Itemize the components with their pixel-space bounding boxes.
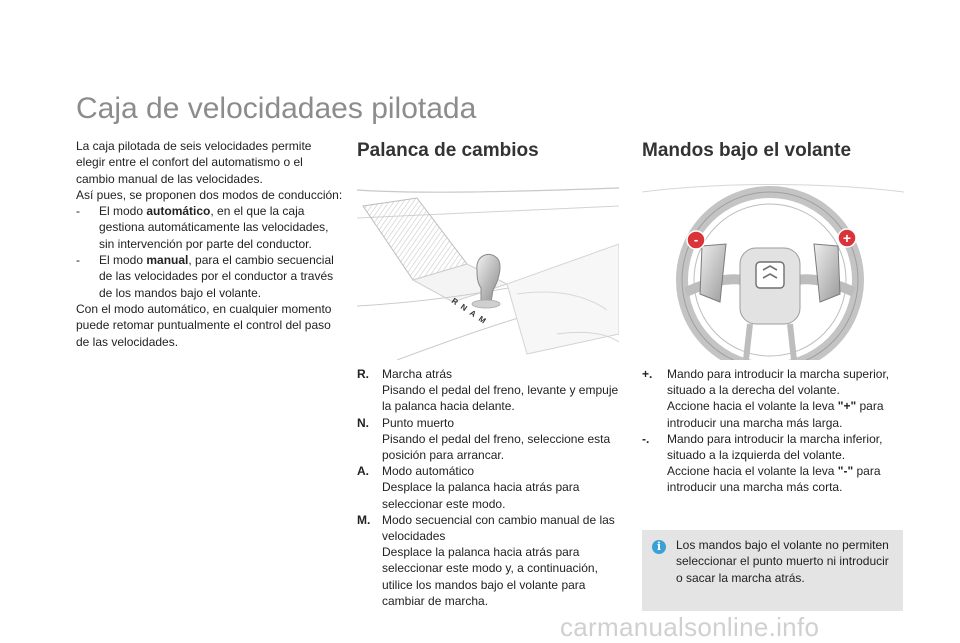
list-item: Pisando el pedal del freno, levante y empuje la palanca hacia delante.: [382, 383, 619, 414]
position-marker: A.: [357, 464, 369, 479]
list-item: Pisando el pedal del freno, seleccione esta posición para arrancar.: [382, 431, 611, 463]
page-title: Caja de velocidadaes pilotada: [76, 92, 477, 125]
list-item: A. Modo automático: [357, 464, 475, 479]
term-manual: manual: [146, 253, 189, 268]
list-item: R. Marcha atrás: [357, 367, 453, 381]
intro-paragraph: La caja pilotada de seis velocidades permite elegir entre el confort del automatismo o el cambio manual de las velocidades.: [76, 139, 312, 186]
dash-bullet: -: [76, 253, 80, 268]
list-item: Accione hacia el volante la leva "-" para introducir una marcha más corta.: [667, 464, 881, 495]
intro-column: [76, 138, 344, 350]
dash-bullet: -: [76, 204, 80, 219]
info-icon: i: [652, 540, 666, 554]
list-item: N. Punto muerto: [357, 415, 455, 430]
paddle-controls-list: [642, 366, 904, 496]
gear-lever-drawing: [357, 184, 619, 360]
list-item: -. Mando para introducir la marcha inferior, situado a la izquierda del volante.: [642, 431, 883, 463]
gear-letter-a: A: [467, 308, 478, 319]
list-item: Desplace la palanca hacia atrás para seleccionar este modo y, a continuación, utilice los mandos bajo el volante para cambiar de marcha.: [382, 545, 598, 608]
gear-lever-heading: Palanca de cambios: [357, 140, 539, 161]
position-marker: N.: [357, 415, 369, 430]
control-marker: +.: [642, 367, 653, 381]
list-item-manual: - El modo manual, para el cambio secuencial de las velocidades por el conductor a través de los mandos bajo el volante.: [76, 253, 334, 300]
gear-positions-list: [357, 366, 622, 609]
list-item: M. Modo secuencial con cambio manual de las velocidades: [357, 512, 615, 544]
list-item: Accione hacia el volante la leva "+" para introducir una marcha más larga.: [667, 399, 884, 430]
minus-badge-label: -: [693, 232, 699, 247]
gear-letter-n: N: [458, 302, 469, 313]
list-item-automatic: - El modo automático, en el que la caja gestiona automáticamente las velocidades, sin intervención por parte del conductor.: [76, 204, 329, 251]
watermark: carmanualsonline.info: [560, 612, 820, 642]
intro-modes-paragraph: Así pues, se proponen dos modos de conducción:: [76, 187, 343, 202]
gear-letter-r: R: [449, 296, 460, 307]
position-marker: R.: [357, 367, 369, 381]
steering-controls-heading: Mandos bajo el volante: [642, 140, 852, 161]
info-note-text: Los mandos bajo el volante no permiten seleccionar el punto muerto ni introducir o sacar la marcha atrás.: [676, 538, 889, 585]
gear-lever-illustration: [357, 184, 619, 360]
list-item: +. Mando para introducir la marcha superior, situado a la derecha del volante.: [642, 367, 890, 398]
info-note: [642, 530, 903, 611]
control-marker: -.: [642, 431, 650, 446]
list-item: Desplace la palanca hacia atrás para seleccionar este modo.: [382, 480, 580, 511]
intro-closing-paragraph: Con el modo automático, en cualquier momento puede retomar puntualmente el control del paso de las velocidades.: [76, 301, 332, 349]
steering-wheel-drawing: [642, 184, 904, 360]
term-automatic: automático: [146, 204, 211, 219]
gear-letter-m: M: [476, 314, 488, 326]
steering-wheel-illustration: [642, 184, 904, 360]
plus-badge-label: +: [842, 230, 852, 246]
position-marker: M.: [357, 512, 371, 527]
